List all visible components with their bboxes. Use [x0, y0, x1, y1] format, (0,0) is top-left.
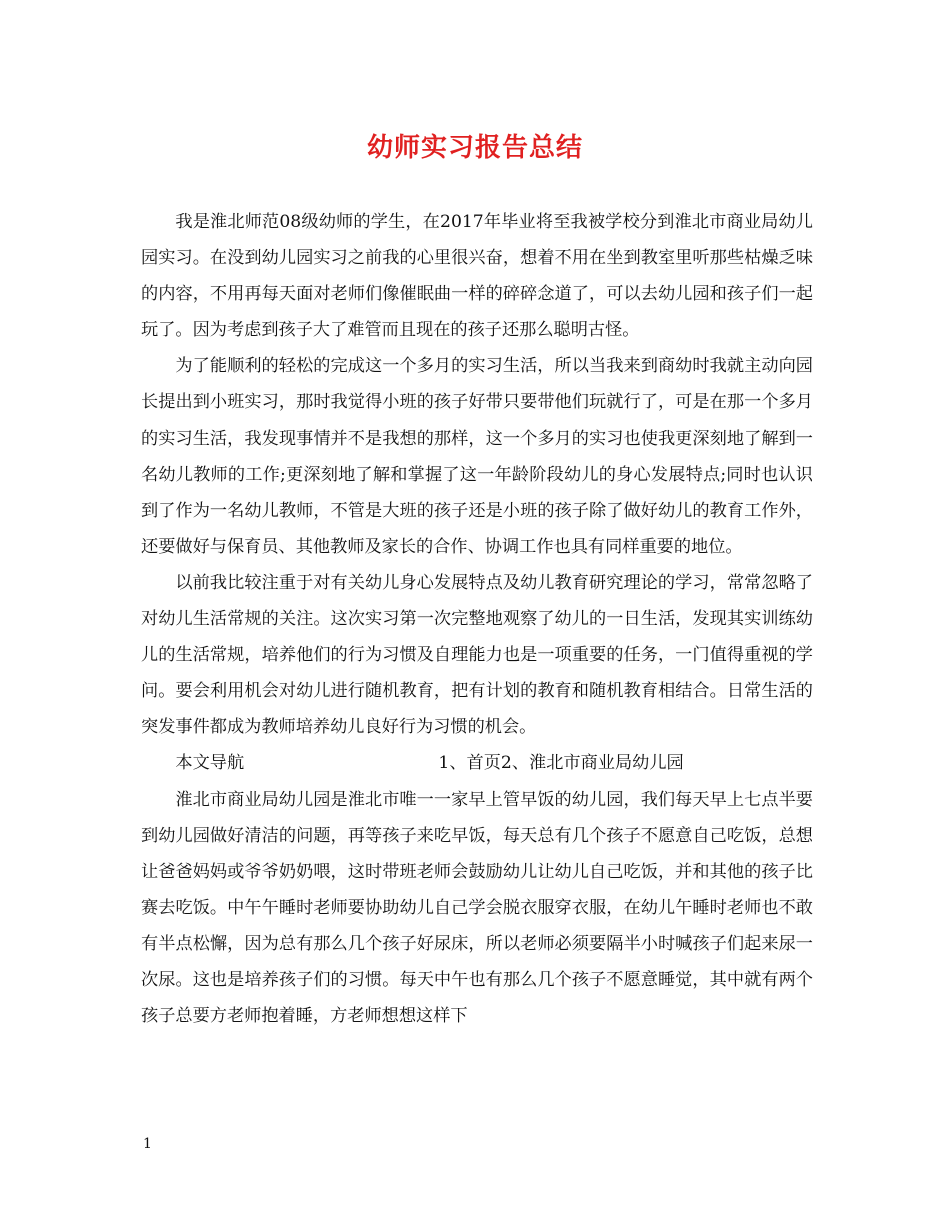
- navigation-links[interactable]: 1、首页2、淮北市商业局幼儿园: [438, 753, 684, 774]
- paragraph-3: 以前我比较注重于对有关幼儿身心发展特点及幼儿教育研究理论的学习，常常忽略了对幼儿生活常规的关注。这次实习第一次完整地观察了幼儿的一日生活，发现其实训练幼儿的生活常规，培养他们的行为习惯及自理能力也是一项重要的任务，一门值得重视的学问。要会利用机会对幼儿进行随机教育，把有计划的教育和随机教育相结合。日常生活的突发事件都成为教师培养幼儿良好行为习惯的机会。: [141, 572, 813, 738]
- navigation-label: 本文导航: [175, 753, 245, 774]
- paragraph-1: 我是淮北师范08级幼师的学生，在2017年毕业将至我被学校分到淮北市商业局幼儿园实习。在没到幼儿园实习之前我的心里很兴奋，想着不用在坐到教室里听那些枯燥乏味的内容，不用再每天面对老师们像催眠曲一样的碎碎念道了，可以去幼儿园和孩子们一起玩了。因为考虑到孩子大了难管而且现在的孩子还那么聪明古怪。: [141, 212, 813, 341]
- paragraph-2: 为了能顺利的轻松的完成这一个多月的实习生活，所以当我来到商幼时我就主动向园长提出到小班实习，那时我觉得小班的孩子好带只要带他们玩就行了，可是在那一个多月的实习生活，我发现事情并不是我想的那样，这一个多月的实习也使我更深刻地了解到一名幼儿教师的工作;更深刻地了解和掌握了这一年龄阶段幼儿的身心发展特点;同时也认识到了作为一名幼儿教师，不管是大班的孩子还是小班的孩子除了做好幼儿的教育工作外，还要做好与保育员、其他教师及家长的合作、协调工作也具有同样重要的地位。: [141, 356, 813, 557]
- paragraph-4: 淮北市商业局幼儿园是淮北市唯一一家早上管早饭的幼儿园，我们每天早上七点半要到幼儿园做好清洁的问题，再等孩子来吃早饭，每天总有几个孩子不愿意自己吃饭，总想让爸爸妈妈或爷爷奶奶喂，这时带班老师会鼓励幼儿让幼儿自己吃饭，并和其他的孩子比赛去吃饭。中午午睡时老师要协助幼儿自己学会脱衣服穿衣服，在幼儿午睡时老师也不敢有半点松懈，因为总有那么几个孩子好尿床，所以老师必须要隔半小时喊孩子们起来尿一次尿。这也是培养孩子们的习惯。每天中午也有那么几个孩子不愿意睡觉，其中就有两个孩子总要方老师抱着睡，方老师想想这样下: [141, 789, 813, 1027]
- page-number: 1: [143, 1136, 152, 1152]
- article-navigation: [141, 745, 813, 781]
- document-body: [141, 204, 813, 1034]
- document-title: 幼师实习报告总结: [366, 133, 583, 163]
